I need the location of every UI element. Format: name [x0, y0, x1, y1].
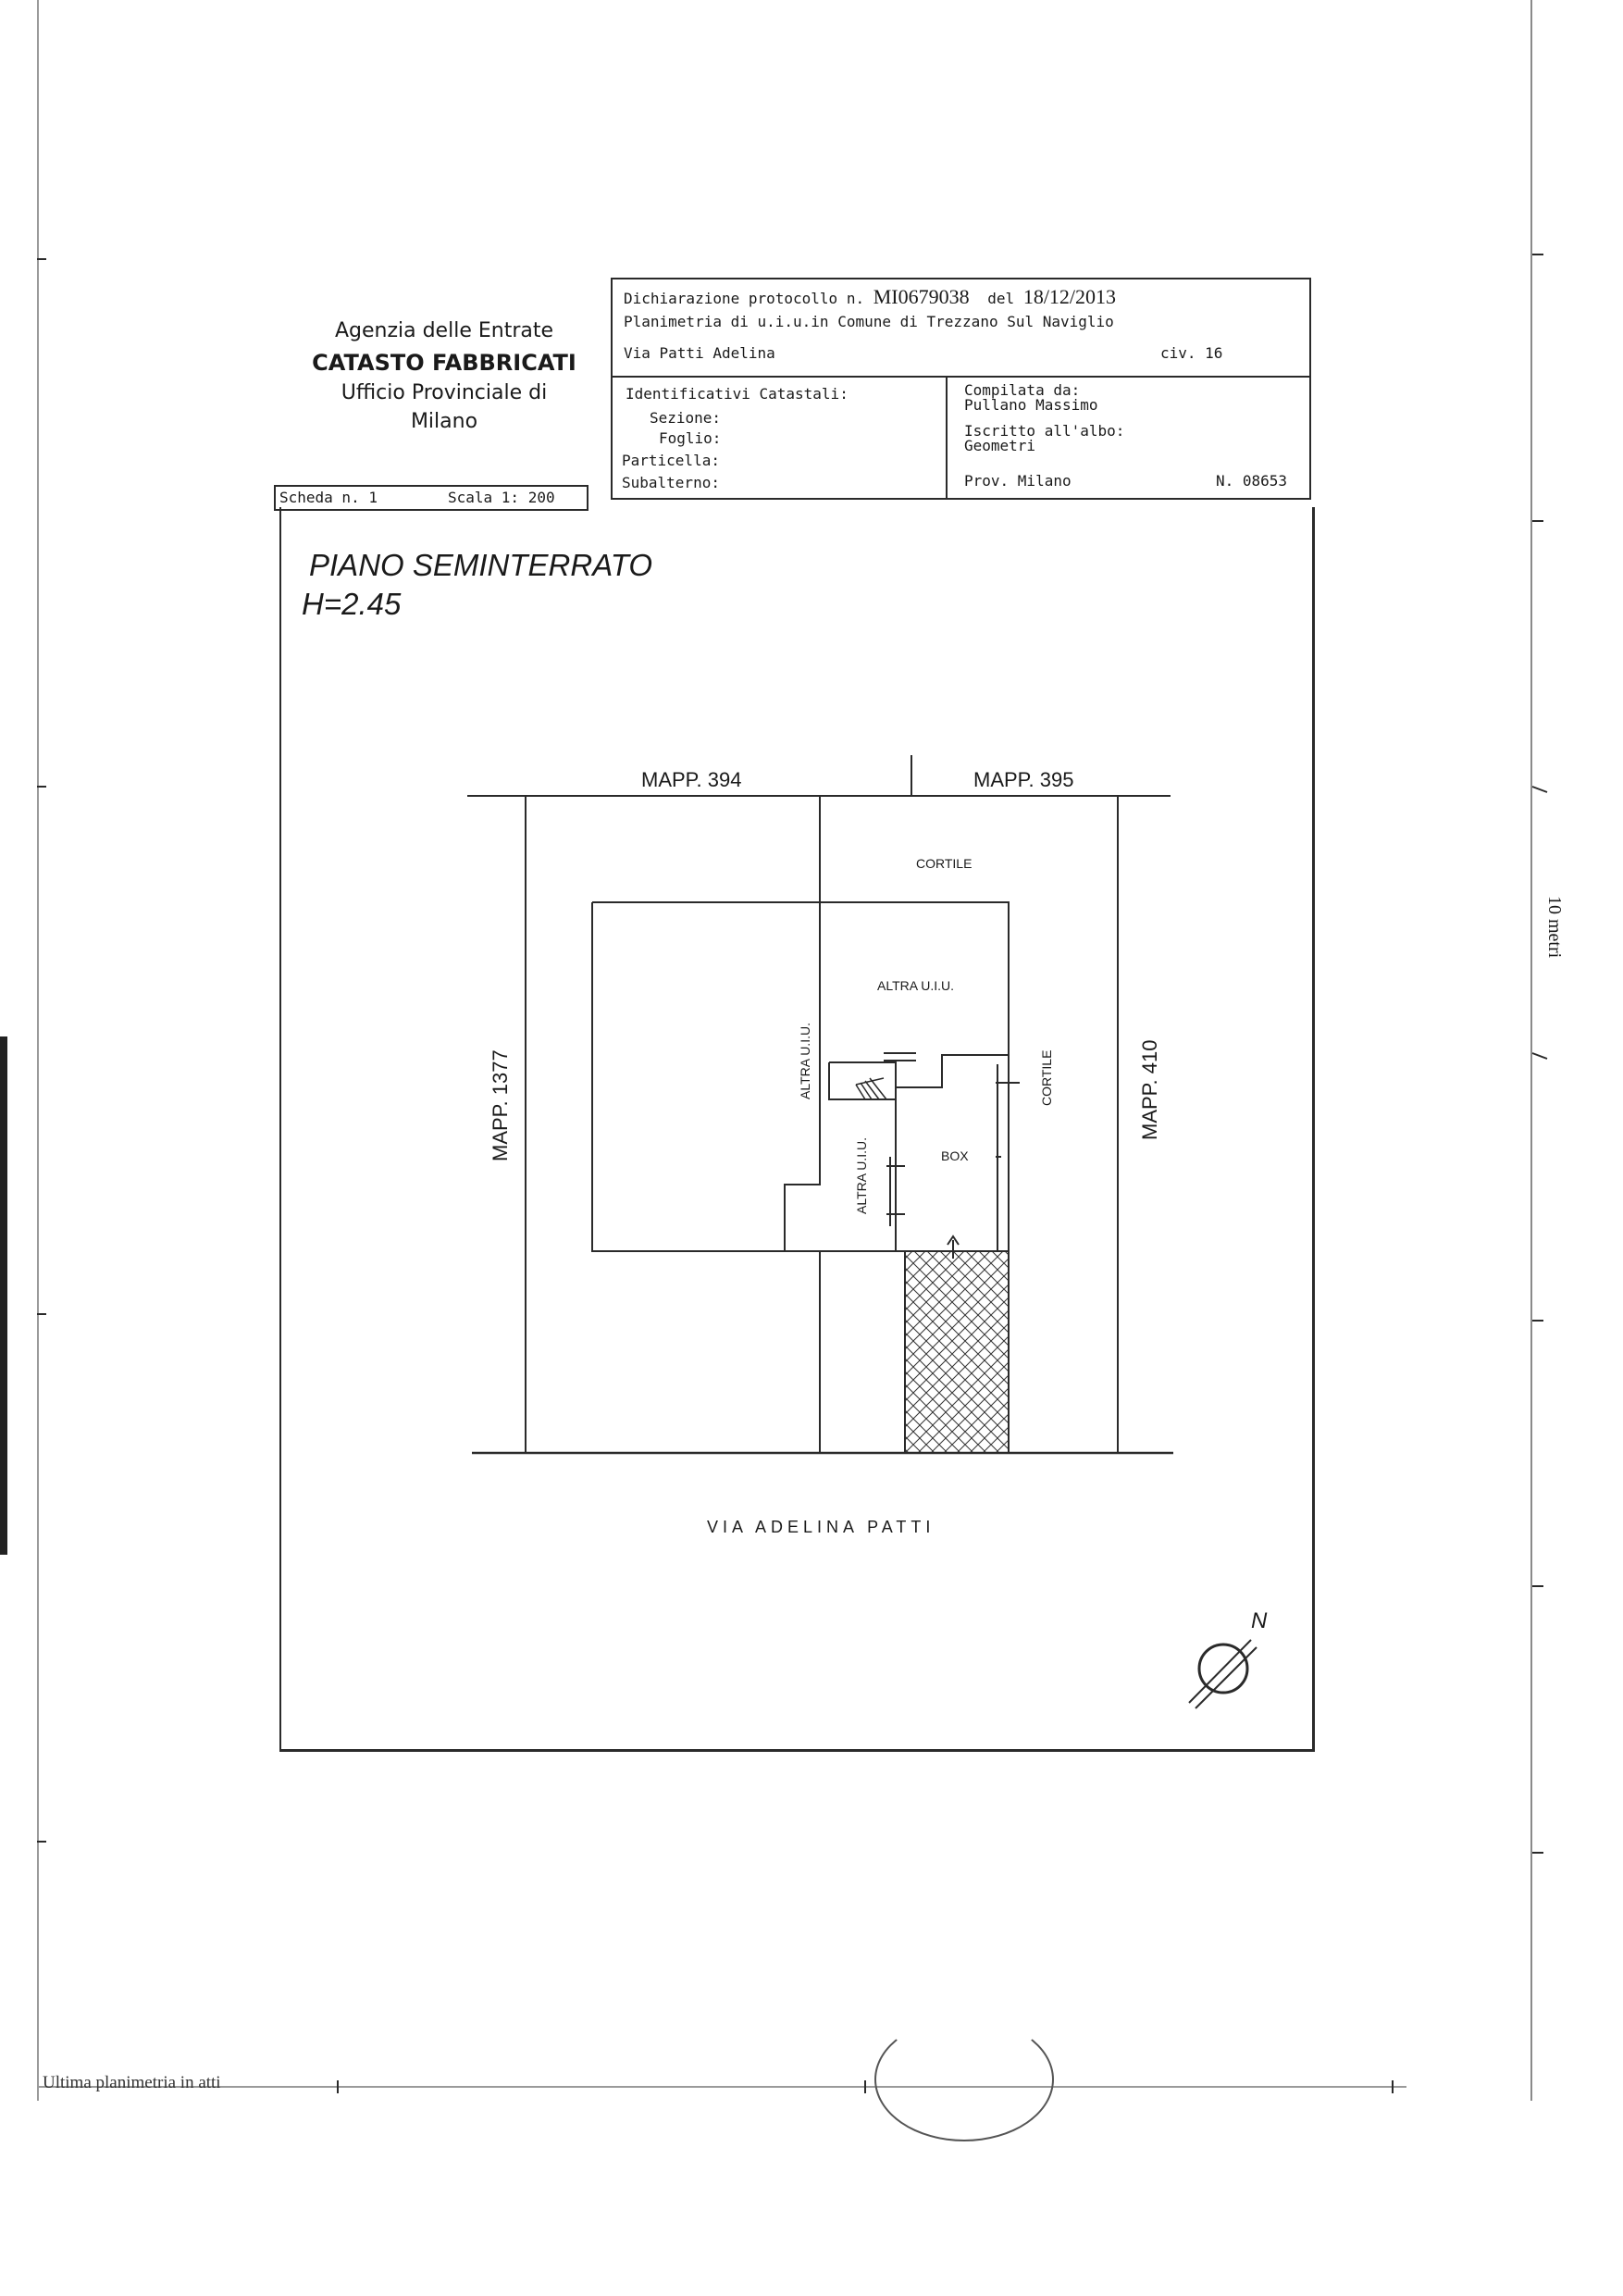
scale-ruler — [37, 254, 1547, 2093]
declaration-label: Dichiarazione protocollo n. — [624, 290, 865, 307]
plan-height: H=2.45 — [302, 587, 402, 621]
particella-label: Particella: — [622, 452, 720, 469]
address-line: Via Patti Adelina — [624, 344, 775, 362]
albo-number: N. 08653 — [1216, 472, 1288, 490]
street-label: VIA ADELINA PATTI — [707, 1518, 935, 1536]
altra-uiu-vert1-label: ALTRA U.I.U. — [798, 1023, 812, 1099]
identificativi-title: Identificativi Catastali: — [626, 385, 849, 403]
declaration-date: 18/12/2013 — [1022, 285, 1117, 308]
agency-name: Agenzia delle Entrate — [334, 319, 554, 342]
catasto-title: CATASTO FABBRICATI — [312, 350, 576, 376]
sezione-label: Sezione: — [650, 409, 722, 427]
driveway-ramp — [905, 1251, 1009, 1453]
mapp-410-label: MAPP. 410 — [1138, 1039, 1161, 1140]
stair-steps — [856, 1078, 886, 1099]
mapp-394-label: MAPP. 394 — [641, 768, 742, 791]
scale-ratio: Scala 1: 200 — [448, 489, 555, 506]
protocol-number: MI0679038 — [873, 285, 970, 308]
mapp-395-label: MAPP. 395 — [973, 768, 1074, 791]
scheda-number: Scheda n. 1 — [279, 489, 378, 506]
foglio-label: Foglio: — [659, 429, 722, 447]
ultima-planimetria: Ultima planimetria in atti — [43, 2073, 221, 2092]
prov-value: Prov. Milano — [964, 472, 1072, 490]
cortile-side-label: CORTILE — [1039, 1049, 1054, 1106]
del-label: del — [987, 290, 1015, 307]
compilata-name: Pullano Massimo — [964, 396, 1098, 414]
compass-arrow-b — [1196, 1647, 1257, 1708]
notary-stamp — [874, 2017, 1054, 2141]
ufficio-label: Ufficio Provinciale di — [341, 381, 548, 404]
subalterno-label: Subalterno: — [622, 474, 720, 491]
altra-uiu-vert2-label: ALTRA U.I.U. — [854, 1137, 869, 1214]
cortile-top-label: CORTILE — [916, 856, 973, 871]
box-label: BOX — [941, 1148, 969, 1163]
altra-uiu-top-label: ALTRA U.I.U. — [877, 978, 954, 993]
ufficio-city: Milano — [410, 410, 478, 433]
albo-value: Geometri — [964, 437, 1036, 454]
plan-title: PIANO SEMINTERRATO — [309, 548, 652, 582]
planimetria-line: Planimetria di u.i.u.in Comune di Trezzano Sul Naviglio — [624, 313, 1114, 330]
scale-label: 10 metri — [1544, 896, 1565, 959]
north-label: N — [1251, 1608, 1268, 1633]
civic-number: civ. 16 — [1160, 344, 1223, 362]
compilata-label: Compilata da: — [964, 381, 1081, 399]
iscritto-label: Iscritto all'albo: — [964, 422, 1125, 440]
mapp-1377-label: MAPP. 1377 — [489, 1049, 512, 1161]
